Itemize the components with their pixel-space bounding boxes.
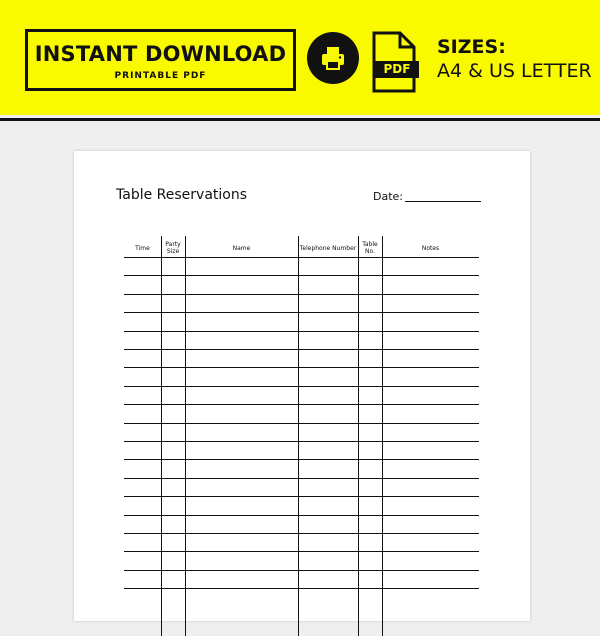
printer-icon (307, 32, 359, 84)
table-row-line (124, 367, 479, 368)
instant-download-badge (25, 29, 296, 91)
column-header-table-no: Table No. (362, 241, 378, 255)
column-header-time: Time (135, 244, 150, 252)
sizes-title: SIZES: (437, 36, 506, 58)
table-row-line (124, 515, 479, 516)
date-label: Date: (373, 190, 403, 203)
banner-divider (0, 118, 600, 121)
table-row-line (124, 496, 479, 497)
table-row-line (124, 331, 479, 332)
table-row-line (124, 275, 479, 276)
column-divider (358, 236, 359, 636)
column-divider (382, 236, 383, 636)
table-row-line (124, 588, 479, 589)
column-header-party-size: Party Size (165, 241, 181, 255)
badge-title: INSTANT DOWNLOAD (34, 42, 287, 66)
pdf-label: PDF (375, 61, 419, 78)
date-fill-line (405, 201, 481, 202)
column-divider (298, 236, 299, 636)
table-row-line (124, 551, 479, 552)
table-row-line (124, 441, 479, 442)
column-header-telephone: Telephone Number (299, 244, 357, 252)
table-row-line (124, 349, 479, 350)
table-row-line (124, 533, 479, 534)
table-row-line (124, 312, 479, 313)
column-header-name: Name (232, 244, 251, 252)
table-row-line (124, 478, 479, 479)
badge-subtitle: PRINTABLE PDF (114, 71, 207, 81)
table-row-line (124, 386, 479, 387)
sizes-value: A4 & US LETTER (437, 60, 592, 82)
table-row-line (124, 423, 479, 424)
column-divider (161, 236, 162, 636)
table-row-line (124, 459, 479, 460)
table-row-line (124, 570, 479, 571)
column-header-notes: Notes (421, 244, 440, 252)
table-row-line (124, 257, 479, 258)
top-banner (0, 0, 600, 115)
column-divider (185, 236, 186, 636)
table-row-line (124, 294, 479, 295)
printable-sheet (74, 151, 530, 621)
document-title: Table Reservations (116, 187, 248, 203)
table-row-line (124, 404, 479, 405)
